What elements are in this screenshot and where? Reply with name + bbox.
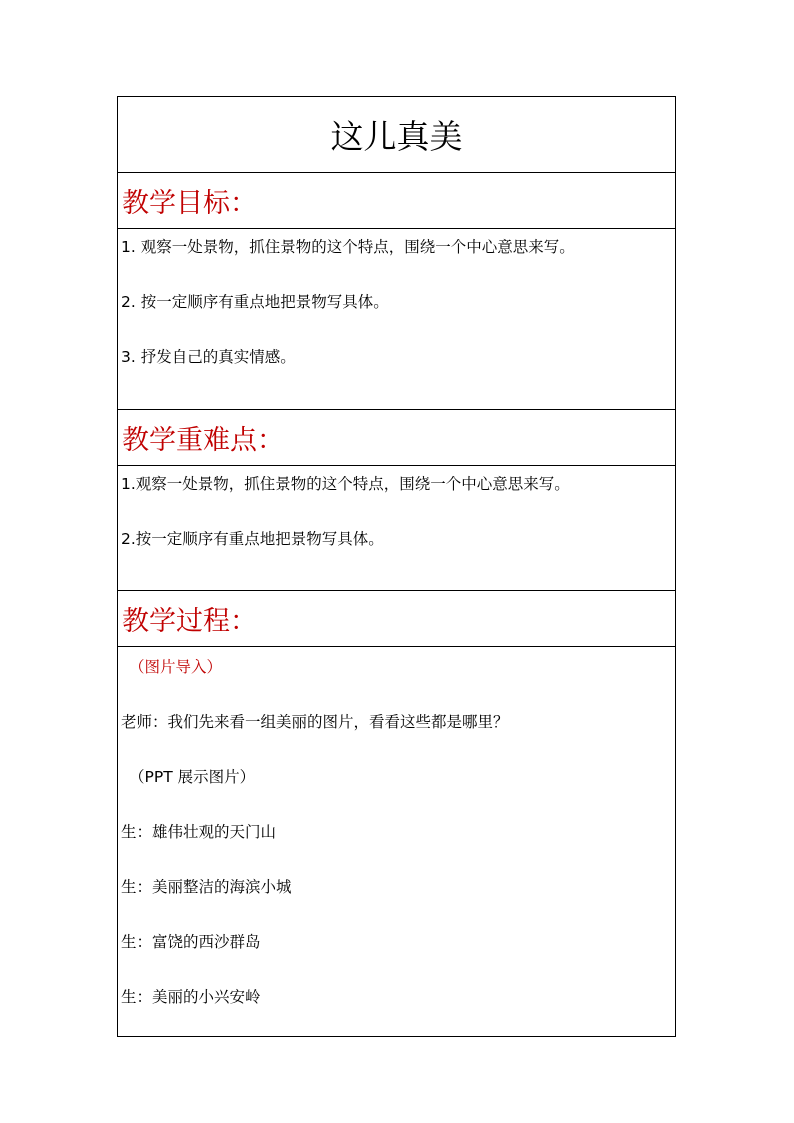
objectives-heading: 教学目标：: [118, 173, 676, 229]
key-point-item: 2.按一定顺序有重点地把景物写具体。: [121, 530, 384, 548]
process-line: 生：富饶的西沙群岛: [121, 933, 261, 951]
process-body: [118, 647, 676, 1037]
title-row: [118, 97, 676, 173]
key-points-heading-row: [118, 410, 676, 466]
objectives-body-row: [118, 229, 676, 410]
process-line: （PPT 展示图片）: [129, 768, 256, 786]
document-title: 这儿真美: [118, 97, 676, 173]
objective-item: 1. 观察一处景物，抓住景物的这个特点，围绕一个中心意思来写。: [121, 238, 575, 256]
objective-item: 2. 按一定顺序有重点地把景物写具体。: [121, 293, 389, 311]
key-points-heading: 教学重难点：: [118, 410, 676, 466]
process-line: 生：雄伟壮观的天门山: [121, 823, 277, 841]
key-points-body-row: [118, 466, 676, 591]
process-line: 生：美丽的小兴安岭: [121, 988, 261, 1006]
key-point-item: 1.观察一处景物，抓住景物的这个特点，围绕一个中心意思来写。: [121, 475, 570, 493]
objectives-heading-row: [118, 173, 676, 229]
objective-item: 3. 抒发自己的真实情感。: [121, 348, 296, 366]
process-body-row: [118, 647, 676, 1037]
process-line: 老师：我们先来看一组美丽的图片，看看这些都是哪里？: [121, 713, 509, 731]
process-heading: 教学过程：: [118, 591, 676, 647]
process-line: （图片导入）: [129, 658, 223, 676]
objectives-body: [118, 229, 676, 410]
process-heading-row: [118, 591, 676, 647]
key-points-body: [118, 466, 676, 591]
process-line: 生：美丽整洁的海滨小城: [121, 878, 292, 896]
lesson-plan-table: [117, 96, 676, 1037]
